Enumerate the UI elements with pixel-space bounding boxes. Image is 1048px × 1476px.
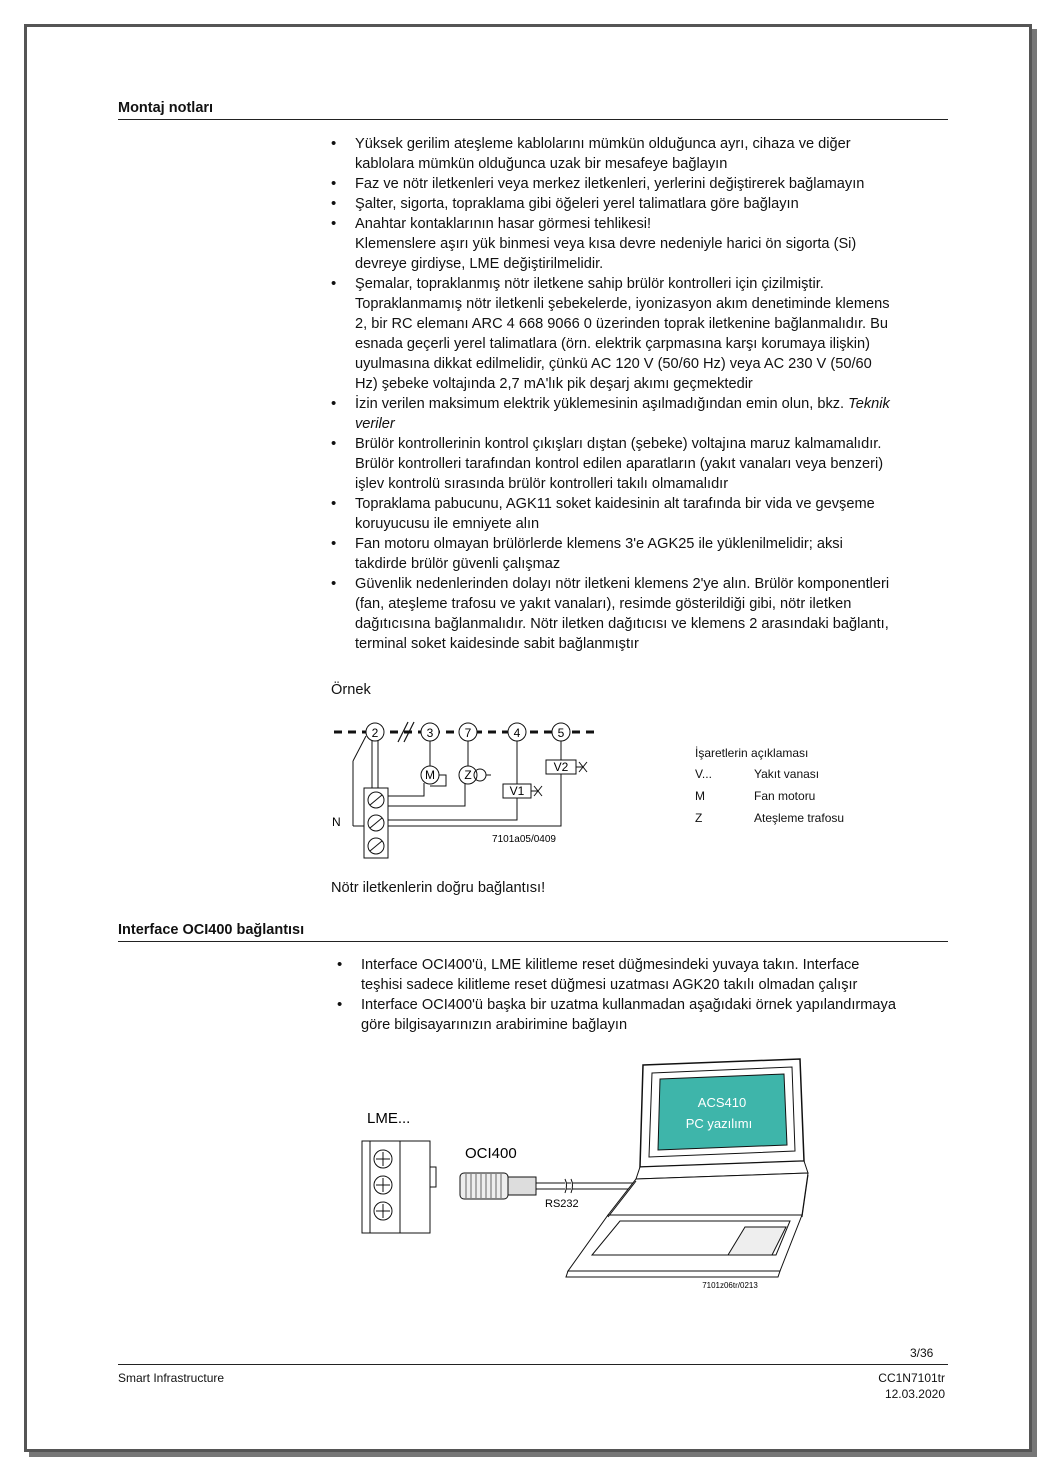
page-number: 3/36 xyxy=(910,1346,934,1360)
terminal-5-label: 5 xyxy=(557,726,565,740)
list-item xyxy=(331,534,951,574)
list-item-line: devreye girdiyse, LME değiştirilmelidir. xyxy=(355,256,604,272)
list-item xyxy=(331,434,951,494)
terminal-3-label: 3 xyxy=(426,726,434,740)
legend-title: İşaretlerin açıklaması xyxy=(695,746,809,760)
list-item-line: 2, bir RC elemanı ARC 4 668 9066 0 üzerinden toprak iletkenine bağlanmalıdır. Bu xyxy=(355,316,888,332)
italic-reference: veriler xyxy=(355,416,395,432)
legend-text-ignition: Ateşleme trafosu xyxy=(754,811,845,825)
list-item-line: esnada geçerli yerel talimatlara (örn. elektrik çarpmasına karşı korumaya ilişkin) xyxy=(355,336,871,352)
example-label: Örnek xyxy=(331,682,371,698)
list-item-line: takdirde brülör güvenli çalışmaz xyxy=(355,556,561,572)
pc-connection-diagram xyxy=(340,1055,820,1295)
list-item-line: Hz) şebeke voltajında 2,7 mA'lık pik deşarj akımı geçmektedir xyxy=(355,376,753,392)
terminal-7 xyxy=(459,723,477,741)
diagram-caption: Nötr iletkenlerin doğru bağlantısı! xyxy=(331,880,546,896)
oci-label: OCI400 xyxy=(465,1145,517,1162)
list-item-line: Güvenlik nedenlerinden dolayı nötr iletkeni klemens 2'ye alın. Brülör komponentleri xyxy=(355,576,890,592)
section-title-mounting: Montaj notları xyxy=(118,100,948,120)
list-item-line: Şalter, sigorta, topraklama gibi öğeleri yerel talimatlara göre bağlayın xyxy=(355,196,799,212)
wiring-diagram xyxy=(328,716,618,862)
list-item-line: Fan motoru olmayan brülörlerde klemens 3'e AGK25 ile yüklenilmelidir; aksi xyxy=(355,536,843,552)
legend-sym-valve: V... xyxy=(695,767,712,781)
list-item xyxy=(331,214,951,274)
list-item-line: (fan, ateşleme trafosu ve yakıt vanaları), resimde gösterildiği gibi, nötr iletken xyxy=(355,596,852,612)
legend-text-valve: Yakıt vanası xyxy=(754,767,820,781)
lme-device xyxy=(362,1141,436,1233)
footer-docno: CC1N7101tr xyxy=(878,1371,945,1385)
rs232-label: RS232 xyxy=(545,1198,579,1210)
terminal-2-label: 2 xyxy=(371,726,379,740)
screen-subtitle: PC yazılımı xyxy=(685,1116,753,1131)
list-item-line: Anahtar kontaklarının hasar görmesi tehlikesi! xyxy=(355,216,652,232)
lme-label: LME... xyxy=(367,1110,411,1127)
pc-diagram-code: 7101z06tr/0213 xyxy=(702,1281,758,1290)
section-title-interface: Interface OCI400 bağlantısı xyxy=(118,922,948,942)
terminal-4-label: 4 xyxy=(513,726,521,740)
terminal-7-label: 7 xyxy=(464,726,472,740)
list-item xyxy=(337,955,951,995)
list-item-line: Klemenslere aşırı yük binmesi veya kısa devre nedeniyle harici ön sigorta (Si) xyxy=(355,236,857,252)
list-item-line: Topraklanmamış nötr iletkenli şebekelerde, iyonizasyon akım denetiminde klemens xyxy=(355,296,890,312)
legend-sym-motor: M xyxy=(695,789,705,803)
laptop-icon xyxy=(566,1059,808,1277)
list-item-line: Brülör kontrolleri tarafından kontrol edilen aparatların (yakıt vanaları veya benzeri) xyxy=(355,456,884,472)
legend-sym-ignition: Z xyxy=(695,811,703,825)
screen-title: ACS410 xyxy=(697,1095,747,1110)
terminal-5 xyxy=(552,723,570,741)
list-item-line: Brülör kontrollerinin kontrol çıkışları dıştan (şebeke) voltajına maruz kalmamalıdır. xyxy=(355,436,882,452)
italic-reference: Teknik xyxy=(848,396,890,412)
list-item-line: Şemalar, topraklanmış nötr iletkene sahip brülör kontrolleri için çizilmiştir. xyxy=(355,276,824,292)
list-item xyxy=(331,574,951,654)
mounting-notes-list xyxy=(331,134,951,654)
valve1-label: V1 xyxy=(509,784,525,798)
list-item xyxy=(331,174,951,194)
footer-date: 12.03.2020 xyxy=(884,1387,945,1401)
list-item-line: Interface OCI400'ü, LME kilitleme reset düğmesindeki yuvaya takın. Interface xyxy=(361,957,860,973)
list-item-line: koruyucusu ile emniyete alın xyxy=(355,516,540,532)
list-item xyxy=(337,995,951,1035)
list-item-line: Interface OCI400'ü başka bir uzatma kullanmadan aşağıdaki örnek yapılandırmaya xyxy=(361,997,896,1013)
terminal-4 xyxy=(508,723,526,741)
list-item xyxy=(331,394,951,434)
list-item-line: işlev kontrolü sırasında brülör kontrolleri takılı olmamalıdır xyxy=(355,476,729,492)
footer-company: Smart Infrastructure xyxy=(118,1371,225,1385)
list-item-line: Yüksek gerilim ateşleme kablolarını mümkün olduğunca ayrı, cihaza ve diğer xyxy=(355,136,851,152)
list-item-line: Topraklama pabucunu, AGK11 soket kaidesinin alt tarafında bir vida ve gevşeme xyxy=(355,496,875,512)
terminal-2 xyxy=(366,723,384,741)
wiring-code: 7101a05/0409 xyxy=(492,834,556,845)
list-item-line: uyulmasına dikkat edilmelidir, çünkü AC 120 V (50/60 Hz) veya AC 230 V (50/60 xyxy=(355,356,872,372)
interface-notes-list xyxy=(337,955,951,1035)
list-item xyxy=(331,274,951,394)
legend-text-motor: Fan motoru xyxy=(754,789,816,803)
motor-label: M xyxy=(425,768,435,782)
list-item xyxy=(331,134,951,174)
oci400-connector xyxy=(460,1173,536,1199)
terminal-3 xyxy=(421,723,439,741)
valve2-label: V2 xyxy=(553,760,569,774)
list-item xyxy=(331,194,951,214)
list-item-line: teşhisi sadece kilitleme reset düğmesi uzatması AGK20 takılı olmadan çalışır xyxy=(361,977,858,993)
list-item-line: İzin verilen maksimum elektrik yüklemesinin aşılmadığından emin olun, bkz. xyxy=(355,396,849,412)
n-label: N xyxy=(332,815,341,829)
footer-rule xyxy=(118,1364,948,1365)
list-item-line: göre bilgisayarınızın arabirimine bağlayın xyxy=(361,1017,628,1033)
list-item-line: terminal soket kaidesinde sabit bağlanmıştır xyxy=(355,636,639,652)
list-item-line: dağıtıcısına bağlanmalıdır. Nötr iletken dağıtıcısı ve klemens 2 arasındaki bağlantı, xyxy=(355,616,889,632)
list-item-line: kablolara mümkün olduğunca uzak bir mesafeye bağlayın xyxy=(355,156,728,172)
ignition-label: Z xyxy=(464,768,472,782)
list-item xyxy=(331,494,951,534)
list-item-line: Faz ve nötr iletkenleri veya merkez iletkenleri, yerlerini değiştirerek bağlamayın xyxy=(355,176,865,192)
